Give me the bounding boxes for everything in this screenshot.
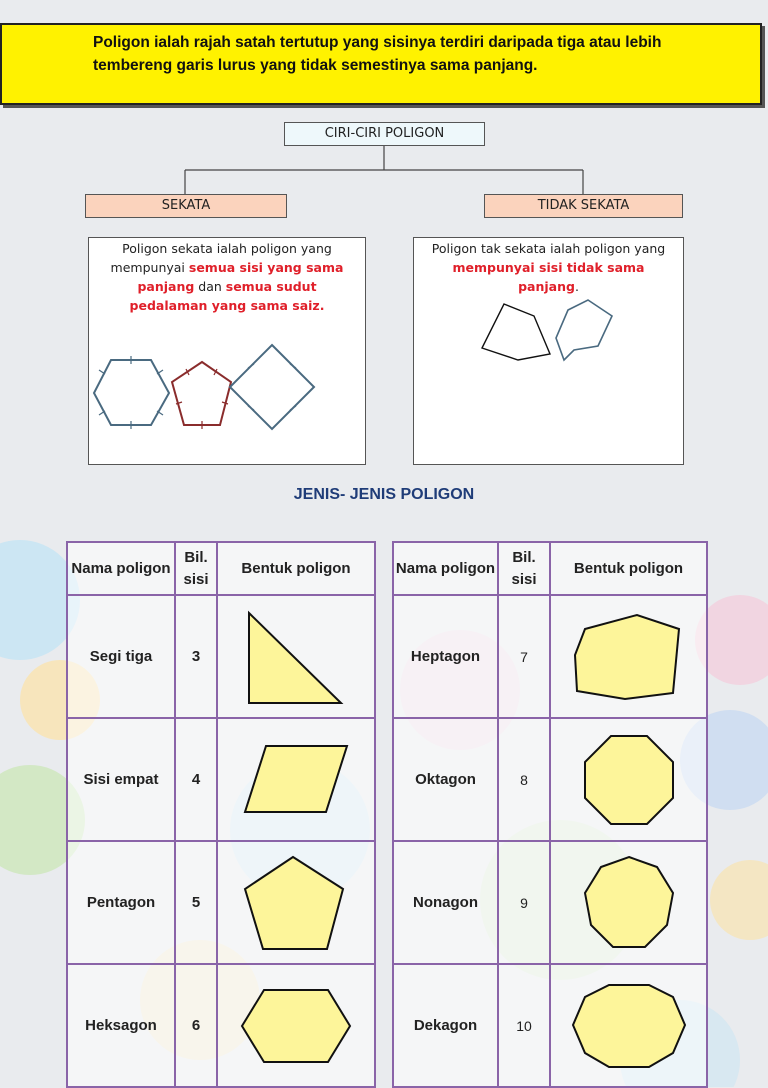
irregular-text-3: . [574,279,579,294]
heptagon-shape [571,611,686,703]
regular-text-1: Poligon sekata ialah poligon yang mempunyai [110,241,332,275]
shape-cell [550,841,707,964]
hexagon-shape [236,986,356,1066]
header-sides: Bil. sisi [175,542,217,595]
regular-tag: SEKATA [85,194,287,218]
table-row [67,718,375,841]
polygon-sides: 3 [175,595,217,718]
polygon-sides: 5 [175,841,217,964]
nonagon-shape [579,853,679,953]
table-row [67,595,375,718]
table-row [393,595,707,718]
table-row [393,964,707,1087]
polygon-name: Heptagon [393,595,498,718]
header-shape: Bentuk poligon [217,542,375,595]
polygon-sides: 10 [498,964,550,1087]
regular-hexagon-shape [94,360,169,425]
header-sides: Bil. sisi [498,542,550,595]
polygon-name: Nonagon [393,841,498,964]
table-row [393,841,707,964]
regular-square-shape [230,345,314,429]
shape-cell [550,718,707,841]
polygon-table-right [392,541,708,1088]
polygon-sides: 7 [498,595,550,718]
irregular-polygons-illustration [478,298,618,368]
regular-polygons-illustration [90,340,330,435]
shape-cell [217,718,375,841]
irregular-text-1: Poligon tak sekata ialah poligon yang [431,241,666,256]
polygon-sides: 6 [175,964,217,1087]
polygon-name: Dekagon [393,964,498,1087]
shape-cell [217,964,375,1087]
table-row [67,964,375,1087]
header-name: Nama poligon [393,542,498,595]
octagon-shape [579,732,679,828]
regular-text-3: dan [194,279,226,294]
shape-cell [217,841,375,964]
shape-cell [217,595,375,718]
header-shape: Bentuk poligon [550,542,707,595]
decagon-shape [569,981,689,1071]
triangle-shape [241,607,351,707]
types-heading: JENIS- JENIS POLIGON [293,486,475,503]
regular-pentagon-shape [172,362,231,425]
polygon-name: Heksagon [67,964,175,1087]
polygon-name: Oktagon [393,718,498,841]
irregular-text-2: mempunyai sisi tidak sama panjang [452,260,645,294]
irregular-pentagon-shape [482,304,550,360]
shape-cell [550,964,707,1087]
polygon-name: Segi tiga [67,595,175,718]
irregular-heptagon-shape [556,300,612,360]
regular-text-4: semua sudut pedalaman yang sama saiz. [129,279,325,313]
regular-text-2: semua sisi yang sama panjang [137,260,344,294]
table-row [67,841,375,964]
polygon-sides: 8 [498,718,550,841]
header-name: Nama poligon [67,542,175,595]
definition-text: Poligon ialah rajah satah tertutup yang sisinya terdiri daripada tiga atau lebih tembereng garis lurus yang tidak semestinya sama panjang. [93,34,662,74]
pentagon-shape [241,853,351,953]
features-title: CIRI-CIRI POLIGON [284,122,485,146]
irregular-tag: TIDAK SEKATA [484,194,683,218]
polygon-name: Sisi empat [67,718,175,841]
polygon-table-left [66,541,376,1088]
polygon-sides: 9 [498,841,550,964]
polygon-name: Pentagon [67,841,175,964]
polygon-sides: 4 [175,718,217,841]
shape-cell [550,595,707,718]
parallelogram-shape [241,742,351,817]
table-row [393,718,707,841]
